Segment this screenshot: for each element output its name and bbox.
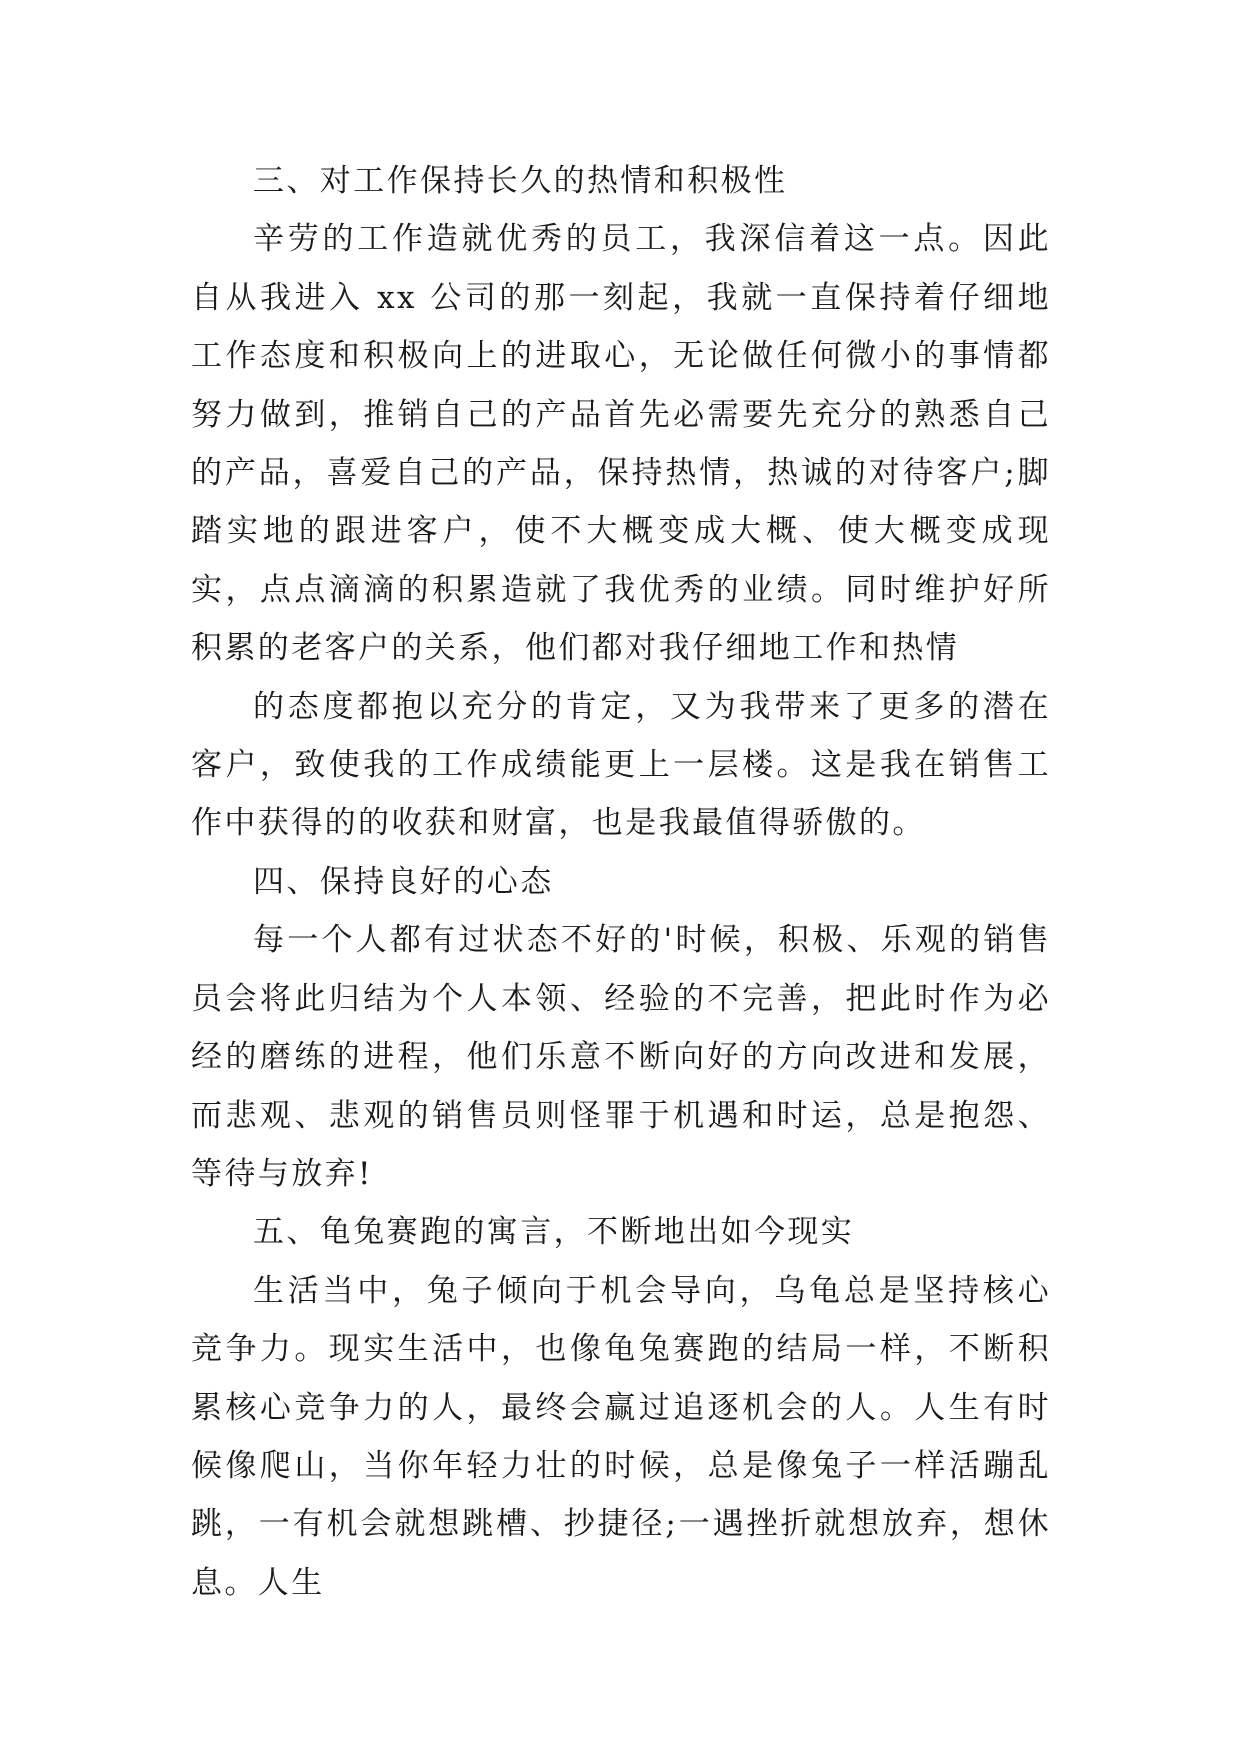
body-paragraph: 的态度都抱以充分的肯定，又为我带来了更多的潜在客户，致使我的工作成绩能更上一层楼。这是我在销售工作中获得的的收获和财富，也是我最值得骄傲的。	[191, 688, 1051, 842]
body-paragraph: 每一个人都有过状态不好的'时候，积极、乐观的销售员会将此归结为个人本领、经验的不完善，把此时作为必经的磨练的进程，他们乐意不断向好的方向改进和发展，而悲观、悲观的销售员则怪罪于机遇和时运，总是抱怨、等待与放弃!	[191, 922, 1051, 1192]
body-paragraph: 辛劳的工作造就优秀的员工，我深信着这一点。因此自从我进入 xx 公司的那一刻起，我就一直保持着仔细地工作态度和积极向上的进取心，无论做任何微小的事情都努力做到，推销自己的产品首先必需要先充分的熟悉自己的产品，喜爱自己的产品，保持热情，热诚的对待客户;脚踏实地的跟进客户，使不大概变成大概、使大概变成现实，点点滴滴的积累造就了我优秀的业绩。同时维护好所积累的老客户的关系，他们都对我仔细地工作和热情	[191, 221, 1051, 667]
document-page	[191, 152, 1051, 1612]
body-paragraph: 生活当中，兔子倾向于机会导向，乌龟总是坚持核心竞争力。现实生活中，也像龟兔赛跑的结局一样，不断积累核心竞争力的人，最终会赢过追逐机会的人。人生有时候像爬山，当你年轻力壮的时候，总是像兔子一样活蹦乱跳，一有机会就想跳槽、抄捷径;一遇挫折就想放弃，想休息。人生	[191, 1272, 1051, 1601]
section-heading-tortoise-hare: 五、龟兔赛跑的寓言，不断地出如今现实	[253, 1214, 855, 1251]
section-heading-enthusiasm: 三、对工作保持长久的热情和积极性	[253, 163, 788, 199]
section-heading-attitude: 四、保持良好的心态	[253, 863, 554, 900]
